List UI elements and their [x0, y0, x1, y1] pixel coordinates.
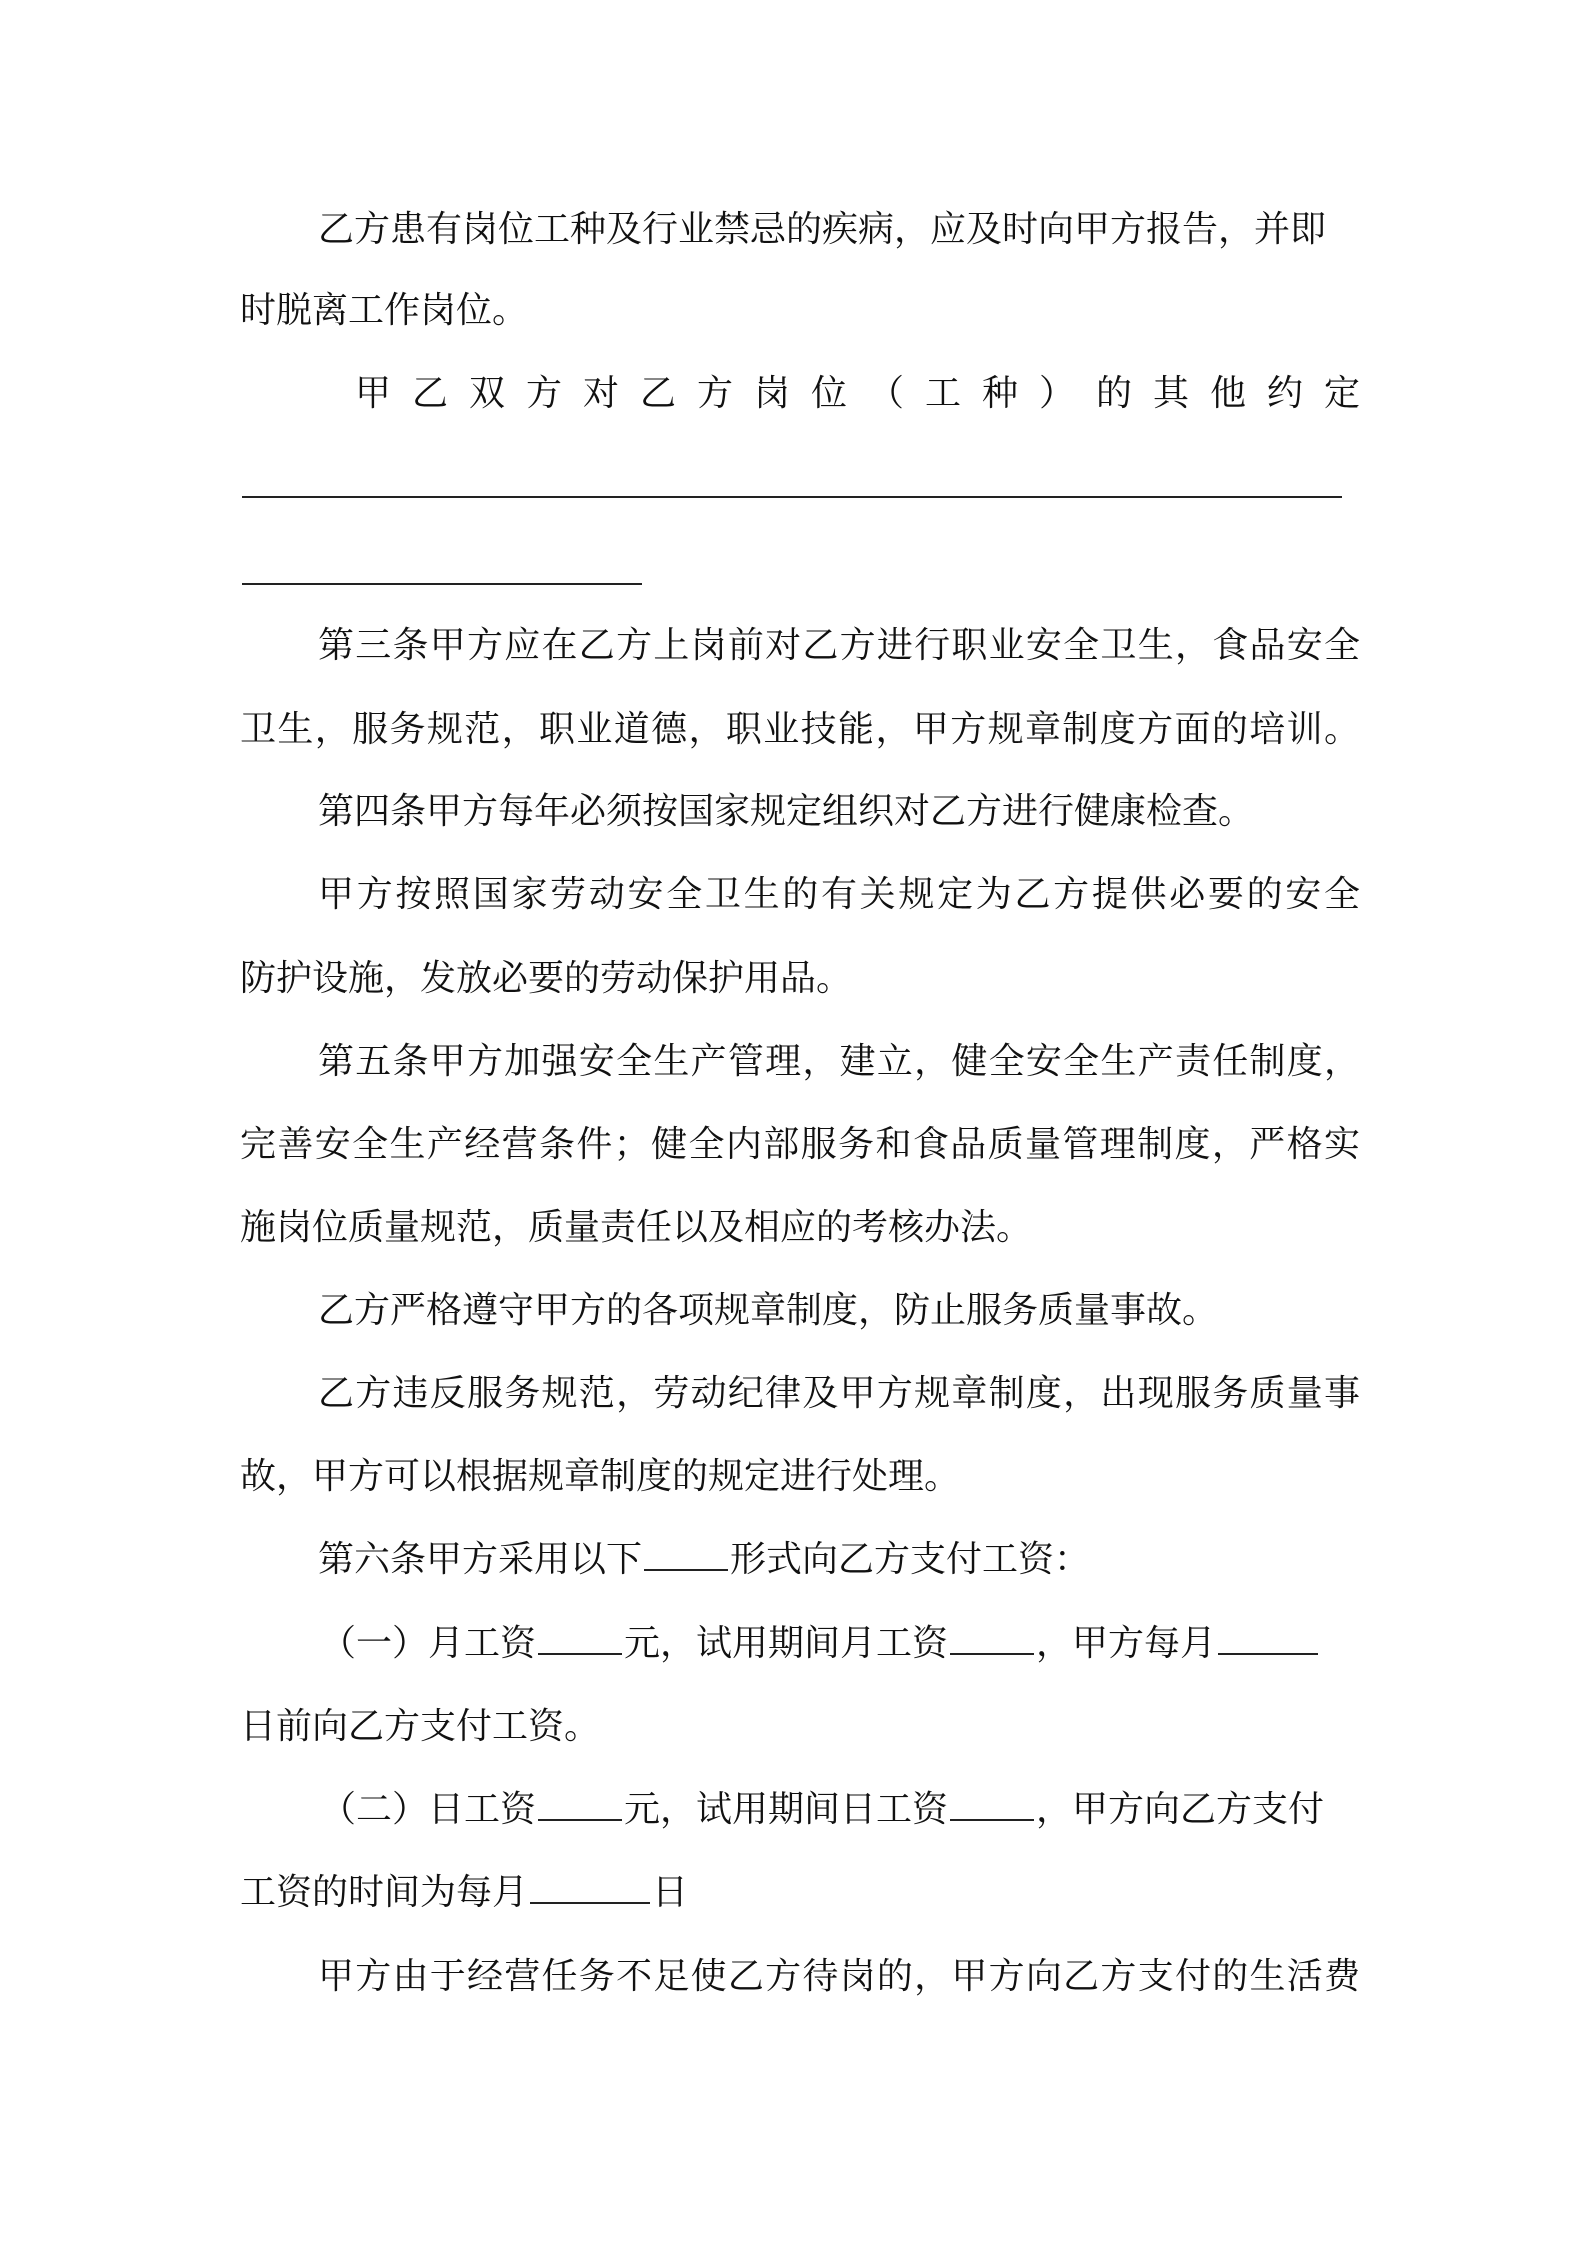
paragraph-text: ，甲方每月	[1036, 1623, 1217, 1664]
paragraph-text: （二）日工资	[320, 1789, 537, 1830]
paragraph-text: 元，试用期间月工资	[624, 1623, 949, 1664]
paragraph-text: 防护设施，发放必要的劳动保护用品。	[240, 958, 853, 999]
paragraph-text: 故，甲方可以根据规章制度的规定进行处理。	[240, 1456, 961, 1497]
paragraph-text: （一）月工资	[320, 1623, 537, 1664]
blank-fill-line	[242, 496, 1342, 498]
paragraph-text: 第四条甲方每年必须按国家规定组织对乙方进行健康检查。	[318, 791, 1255, 832]
pay-time-line	[240, 1869, 1360, 1917]
probation-wage-blank	[950, 1623, 1034, 1655]
paragraph-text: 第五条甲方加强安全生产管理，建立，健全安全生产责任制度，	[318, 1041, 1360, 1082]
paragraph-text: 工资的时间为每月	[240, 1872, 529, 1913]
paragraph-text: 乙方患有岗位工种及行业禁忌的疾病，应及时向甲方报告，并即	[318, 209, 1327, 250]
paragraph-text: 甲方按照国家劳动安全卫生的有关规定为乙方提供必要的安全	[318, 874, 1360, 915]
paragraph-text: 甲方由于经营任务不足使乙方待岗的，甲方向乙方支付的生活费	[318, 1956, 1360, 1997]
paragraph-text: 元，试用期间日工资	[624, 1789, 949, 1830]
wage-form-line	[318, 1536, 1360, 1584]
monthly-wage-blank	[538, 1623, 622, 1655]
paragraph-text: 第三条甲方应在乙方上岗前对乙方进行职业安全卫生，食品安全	[318, 625, 1360, 666]
pay-day-blank	[1218, 1623, 1318, 1655]
paragraph-text: ，甲方向乙方支付	[1036, 1789, 1325, 1830]
paragraph-text: 乙方违反服务规范，劳动纪律及甲方规章制度，出现服务质量事	[318, 1373, 1360, 1414]
paragraph-text: 形式向乙方支付工资：	[730, 1539, 1091, 1580]
paragraph-text: 第六条甲方采用以下	[318, 1539, 643, 1580]
monthly-wage-line	[320, 1620, 1360, 1668]
paragraph-text: 日	[652, 1872, 689, 1913]
daily-wage-line	[320, 1786, 1360, 1834]
probation-daily-wage-blank	[950, 1789, 1034, 1821]
daily-wage-blank	[538, 1789, 622, 1821]
pay-day-blank	[530, 1872, 650, 1904]
paragraph-text: 乙方严格遵守甲方的各项规章制度，防止服务质量事故。	[318, 1290, 1219, 1331]
wage-form-blank	[644, 1539, 728, 1571]
blank-fill-line	[242, 583, 642, 585]
paragraph-text: 施岗位质量规范，质量责任以及相应的考核办法。	[240, 1207, 1033, 1248]
paragraph-text: 卫生，服务规范，职业道德，职业技能，甲方规章制度方面的培训。	[240, 709, 1360, 750]
spaced-heading: 甲乙双方对乙方岗位（工种）的其他约定	[355, 373, 1360, 414]
paragraph-text: 完善安全生产经营条件；健全内部服务和食品质量管理制度，严格实	[240, 1124, 1360, 1165]
paragraph-text: 时脱离工作岗位。	[240, 290, 529, 331]
paragraph-text: 日前向乙方支付工资。	[240, 1706, 601, 1747]
